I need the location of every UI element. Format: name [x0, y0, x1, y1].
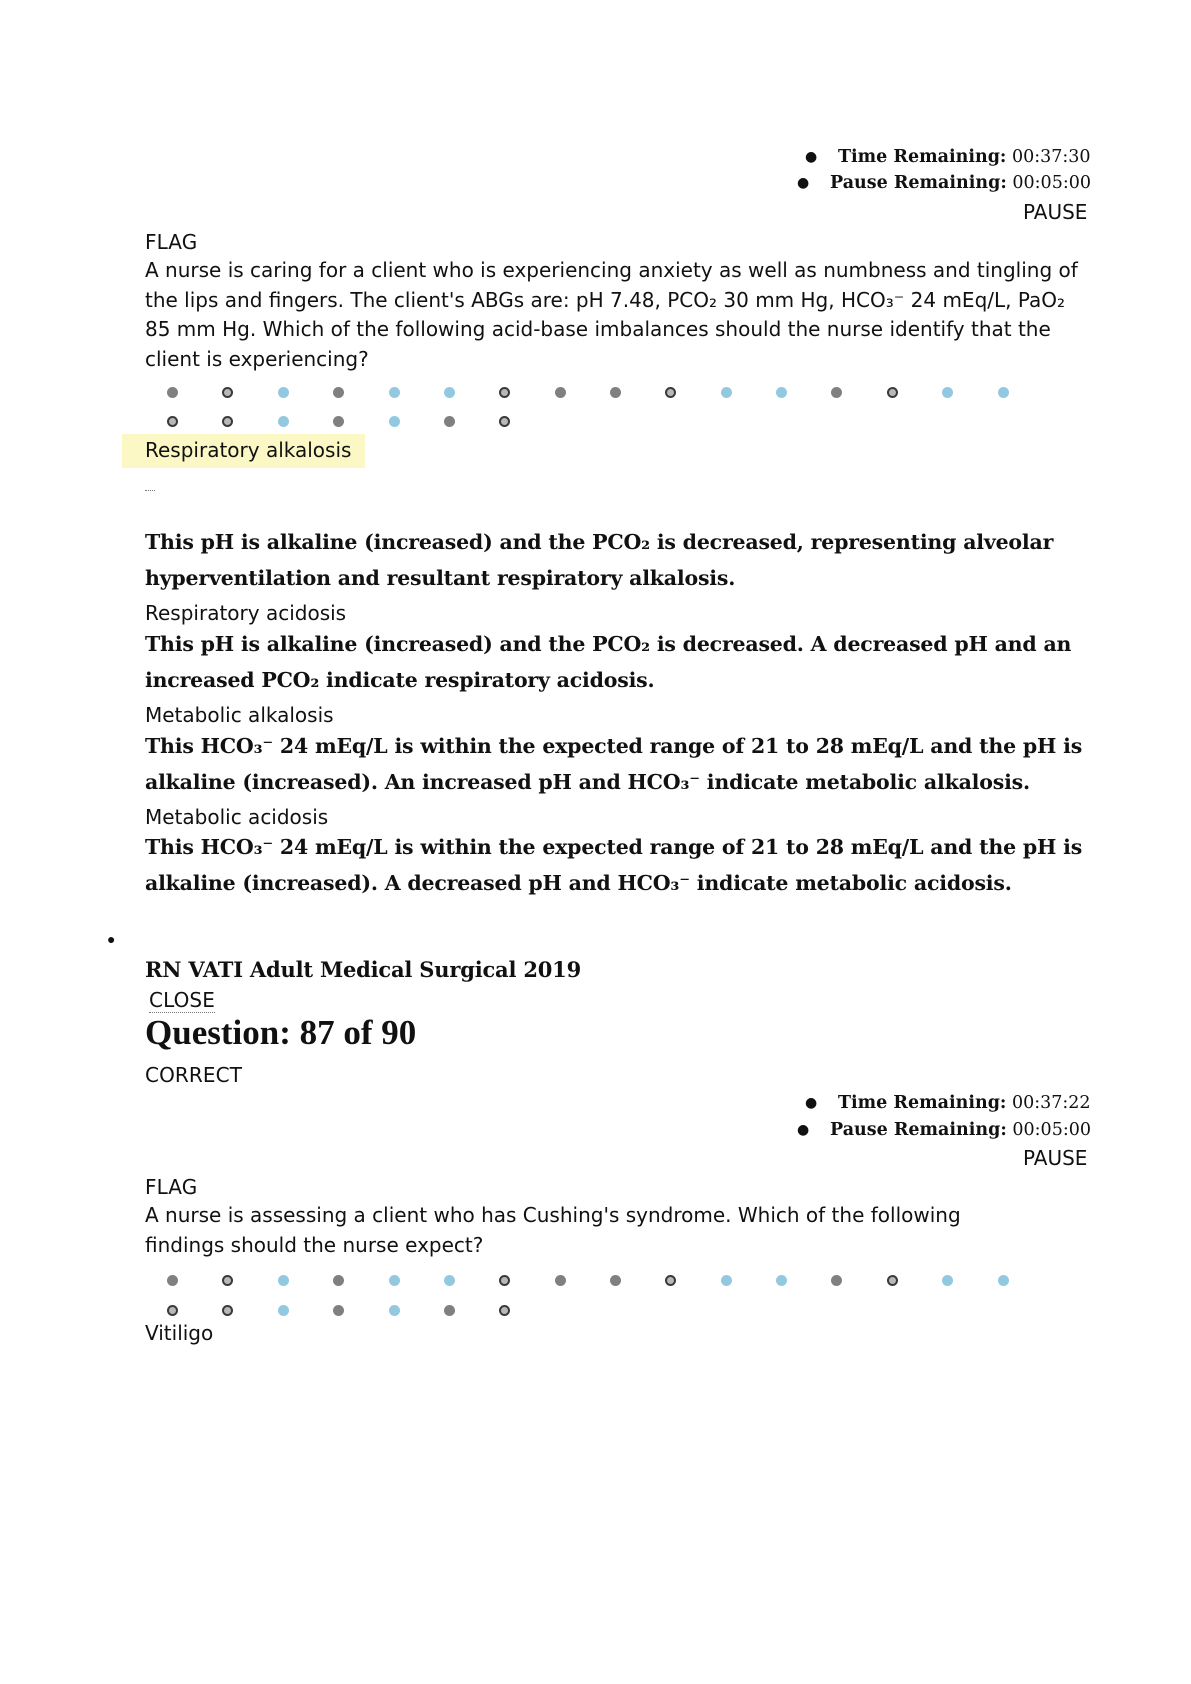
question-text: A nurse is caring for a client who is experiencing anxiety as well as numbness and tingling of the lips and fingers. The client's ABGs are: pH 7.48, PCO₂ 30 mm Hg, HCO₃⁻ 24 mEq/L, PaO₂ 85 mm Hg. Which of the following acid-base imbalances should the nurse identify that the client is experiencing? [145, 258, 1078, 371]
divider [145, 490, 155, 493]
progress-dot-icon [333, 1305, 344, 1316]
question-heading: Question: 87 of 90 [145, 1013, 417, 1052]
progress-dot-icon [389, 1275, 400, 1286]
flag-button[interactable]: FLAG [145, 1175, 198, 1199]
time-remaining-value: 00:37:30 [1011, 147, 1091, 167]
progress-dot-icon [610, 1275, 621, 1286]
progress-dot-icon [278, 416, 289, 427]
progress-dot-icon [831, 1275, 842, 1286]
bullet-icon: ● [805, 1095, 818, 1111]
bullet-icon: ● [797, 175, 810, 191]
progress-dot-icon [721, 387, 732, 398]
progress-dot-icon [998, 387, 1009, 398]
option-explanation: This HCO₃⁻ 24 mEq/L is within the expected range of 21 to 28 mEq/L and the pH is alkaline (increased). An increased pH and HCO₃⁻ indicate metabolic alkalosis. [145, 734, 1083, 794]
pause-button[interactable]: PAUSE [1023, 1146, 1088, 1170]
option-metabolic-acidosis[interactable]: Metabolic acidosis [145, 805, 329, 829]
progress-dot-icon [222, 1305, 233, 1316]
progress-dot-icon [998, 1275, 1009, 1286]
progress-dot-icon [665, 1275, 676, 1286]
progress-dot-icon [499, 387, 510, 398]
option-explanation: This pH is alkaline (increased) and the PCO₂ is decreased. A decreased pH and an increased PCO₂ indicate respiratory acidosis. [145, 632, 1072, 692]
option-explanation: This pH is alkaline (increased) and the PCO₂ is decreased, representing alveolar hyperventilation and resultant respiratory alkalosis. [145, 530, 1054, 590]
pause-remaining-label: Pause Remaining: [830, 173, 1007, 193]
progress-dot-icon [444, 387, 455, 398]
progress-dot-icon [942, 387, 953, 398]
bullet-icon: ● [107, 931, 116, 947]
pause-remaining-value: 00:05:00 [1012, 173, 1091, 193]
progress-dot-icon [222, 387, 233, 398]
progress-dot-icon [167, 387, 178, 398]
progress-dot-icon [222, 416, 233, 427]
progress-dot-icon [499, 1305, 510, 1316]
progress-dot-icon [222, 1275, 233, 1286]
progress-dot-icon [887, 1275, 898, 1286]
progress-dot-icon [831, 387, 842, 398]
progress-dot-icon [444, 416, 455, 427]
time-remaining-value: 00:37:22 [1011, 1093, 1091, 1113]
progress-dot-icon [278, 1305, 289, 1316]
status-badge: CORRECT [145, 1063, 243, 1087]
pause-button[interactable]: PAUSE [1023, 200, 1088, 224]
option-explanation: This HCO₃⁻ 24 mEq/L is within the expected range of 21 to 28 mEq/L and the pH is alkaline (increased). A decreased pH and HCO₃⁻ indicate metabolic acidosis. [145, 835, 1083, 895]
pause-remaining-value: 00:05:00 [1012, 1120, 1091, 1140]
option-respiratory-alkalosis[interactable] [122, 434, 365, 468]
option-label: Respiratory alkalosis [145, 438, 352, 462]
progress-dot-icon [499, 1275, 510, 1286]
bullet-icon: ● [805, 149, 818, 165]
option-vitiligo[interactable]: Vitiligo [145, 1321, 214, 1345]
progress-dot-icon [555, 1275, 566, 1286]
progress-dot-icon [721, 1275, 732, 1286]
flag-button[interactable]: FLAG [145, 230, 198, 254]
progress-dot-icon [167, 1305, 178, 1316]
option-respiratory-acidosis[interactable]: Respiratory acidosis [145, 601, 347, 625]
progress-dot-icon [333, 387, 344, 398]
progress-dot-icon [776, 387, 787, 398]
close-button[interactable]: CLOSE [149, 988, 215, 1012]
progress-dot-icon [278, 387, 289, 398]
time-remaining-label: Time Remaining: [838, 147, 1007, 167]
progress-dot-icon [942, 1275, 953, 1286]
progress-dot-icon [887, 387, 898, 398]
progress-dot-icon [167, 1275, 178, 1286]
question-text: A nurse is assessing a client who has Cushing's syndrome. Which of the following findings should the nurse expect? [145, 1203, 961, 1257]
progress-dot-icon [333, 416, 344, 427]
progress-dot-icon [776, 1275, 787, 1286]
progress-dot-icon [499, 416, 510, 427]
course-title: RN VATI Adult Medical Surgical 2019 [145, 957, 581, 982]
progress-dot-icon [555, 387, 566, 398]
progress-dot-icon [389, 1305, 400, 1316]
progress-dot-icon [389, 416, 400, 427]
option-metabolic-alkalosis[interactable]: Metabolic alkalosis [145, 703, 334, 727]
progress-dot-icon [167, 416, 178, 427]
progress-dot-icon [278, 1275, 289, 1286]
progress-dot-icon [665, 387, 676, 398]
bullet-icon: ● [797, 1122, 810, 1138]
pause-remaining-label: Pause Remaining: [830, 1120, 1007, 1140]
progress-dot-icon [333, 1275, 344, 1286]
progress-dot-icon [444, 1275, 455, 1286]
progress-dot-icon [444, 1305, 455, 1316]
progress-dot-icon [610, 387, 621, 398]
time-remaining-label: Time Remaining: [838, 1093, 1007, 1113]
progress-dot-icon [389, 387, 400, 398]
